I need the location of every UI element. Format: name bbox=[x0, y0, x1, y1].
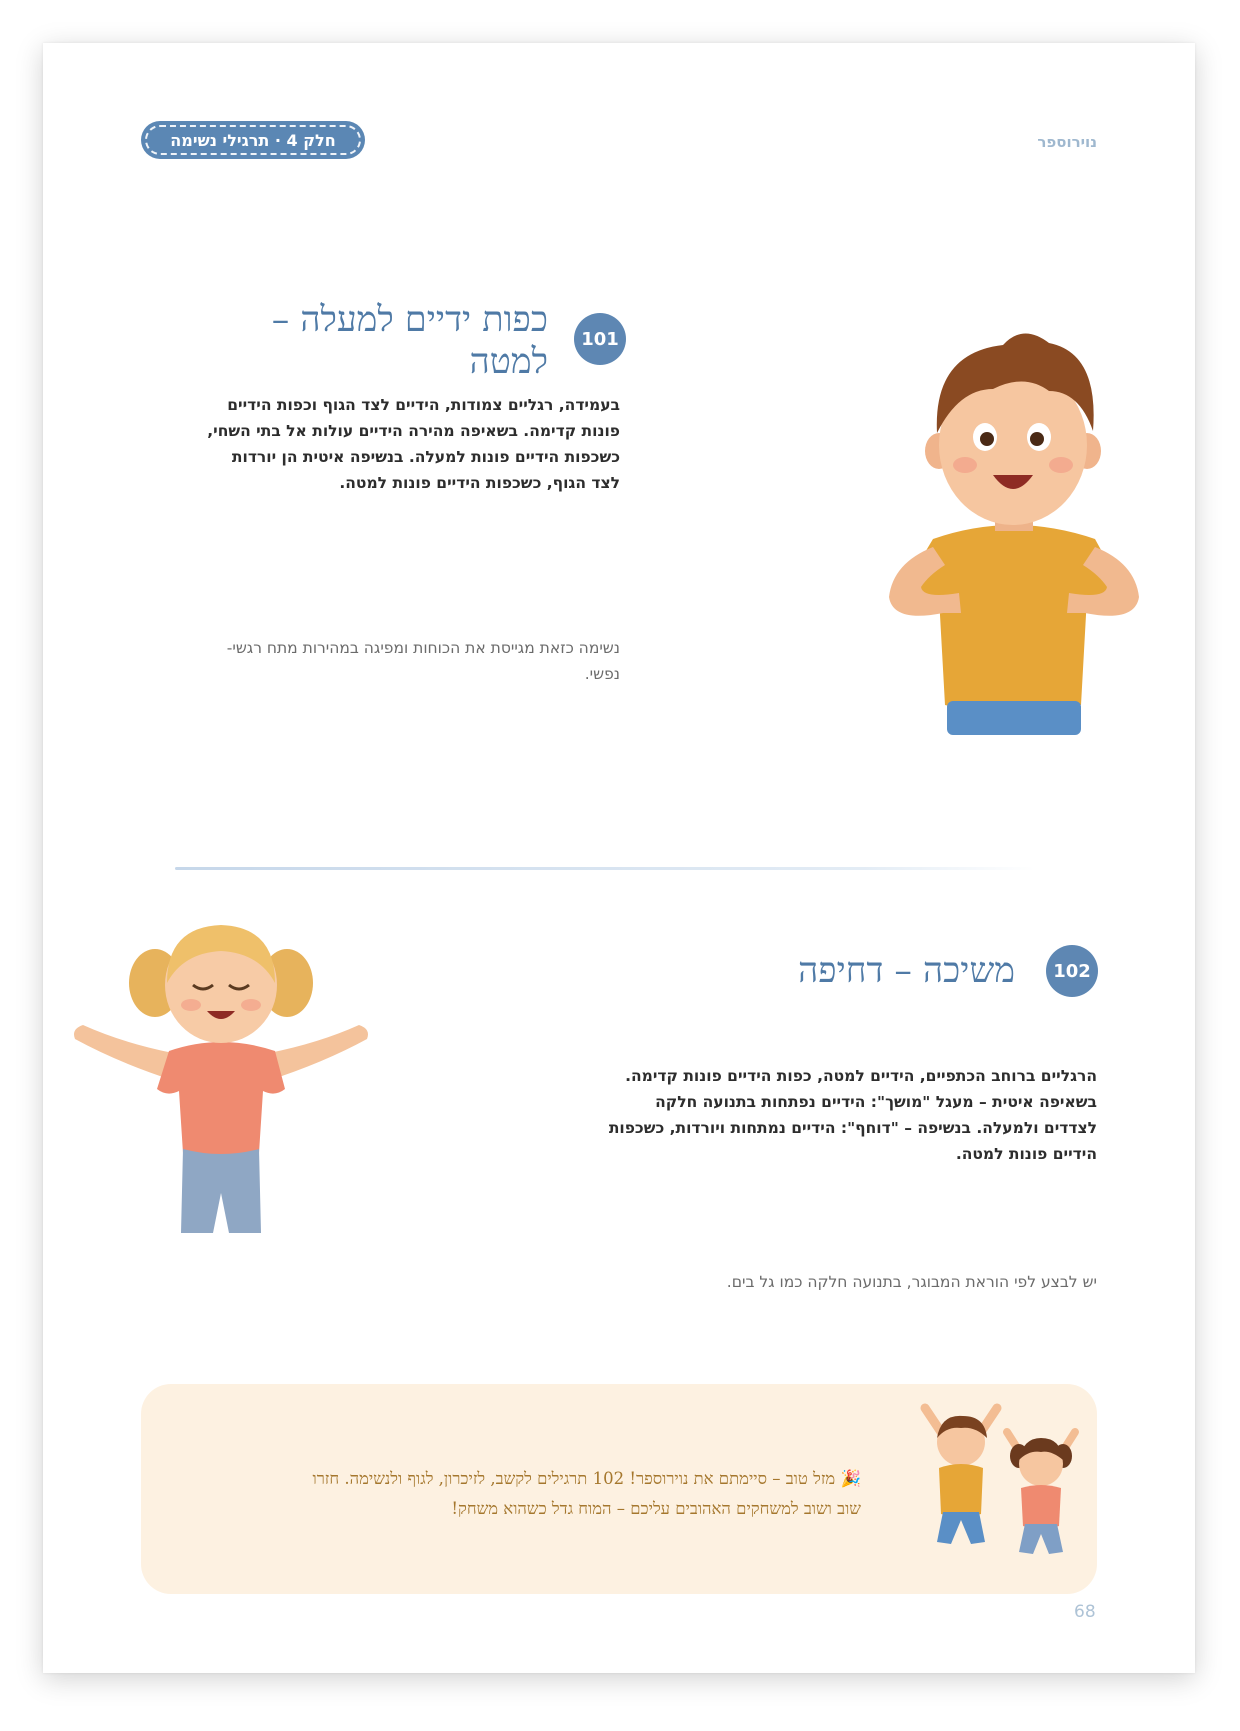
description-line: כשכפות הידיים פונות למעלה. בנשיפה איטית הן יורדות bbox=[231, 448, 620, 466]
congratulations-line: שוב ושוב למשחקים האהובים עליכם – המוח גדל כשהוא משחק! bbox=[451, 1499, 861, 1518]
section-divider bbox=[175, 867, 1035, 870]
exercise-title-line: למטה bbox=[469, 342, 548, 382]
note-line: נפשי. bbox=[584, 665, 620, 683]
section-badge bbox=[141, 121, 365, 159]
exercise-description bbox=[140, 392, 620, 496]
section-badge-label: חלק 4 · תרגילי נשימה bbox=[170, 130, 336, 150]
exercise-title: משיכה – דחיפה bbox=[798, 951, 1015, 991]
congratulations-message bbox=[171, 1464, 861, 1524]
exercise-title bbox=[128, 299, 548, 383]
brand-name: נוירוספר bbox=[1037, 133, 1097, 151]
girl-arms-open-illustration bbox=[63, 913, 383, 1273]
exercise-description bbox=[517, 1063, 1097, 1167]
exercise-number-badge: 102 bbox=[1046, 945, 1098, 997]
description-line: לצד הגוף, כשכפות הידיים פונות למטה. bbox=[339, 474, 620, 492]
exercise-note bbox=[140, 635, 620, 687]
boy-arms-akimbo-illustration bbox=[873, 313, 1153, 753]
congratulations-line: 🎉 מזל טוב – סיימתם את נוירוספר! 102 תרגילים לקשב, לזיכרון, לגוף ולנשימה. חזרו bbox=[312, 1469, 861, 1488]
description-line: הרגליים ברוחב הכתפיים, הידיים למטה, כפות הידיים פונות קדימה. bbox=[625, 1067, 1097, 1085]
page bbox=[43, 43, 1195, 1673]
note-line: נשימה כזאת מגייסת את הכוחות ומפיגה במהירות מתח רגשי- bbox=[226, 639, 620, 657]
exercise-title-line: כפות ידיים למעלה – bbox=[271, 300, 548, 340]
description-line: בשאיפה איטית – מעגל "מושך": הידיים נפתחות בתנועה חלקה bbox=[655, 1093, 1097, 1111]
exercise-note: יש לבצע לפי הוראת המבוגר, בתנועה חלקה כמו גל בים. bbox=[726, 1273, 1097, 1291]
description-line: בעמידה, רגליים צמודות, הידיים לצד הגוף וכפות הידיים bbox=[227, 396, 620, 414]
page-number: 68 bbox=[1074, 1602, 1096, 1622]
description-line: פונות קדימה. בשאיפה מהירה הידיים עולות אל בתי השחי, bbox=[207, 422, 620, 440]
description-line: לצדדים ולמעלה. בנשיפה – "דוחף": הידיים נמתחות ויורדות, כשכפות bbox=[608, 1119, 1097, 1137]
description-line: הידיים פונות למטה. bbox=[955, 1145, 1097, 1163]
jumping-kids-illustration bbox=[911, 1402, 1091, 1572]
congratulations-box bbox=[141, 1384, 1097, 1594]
exercise-number-badge: 101 bbox=[574, 313, 626, 365]
